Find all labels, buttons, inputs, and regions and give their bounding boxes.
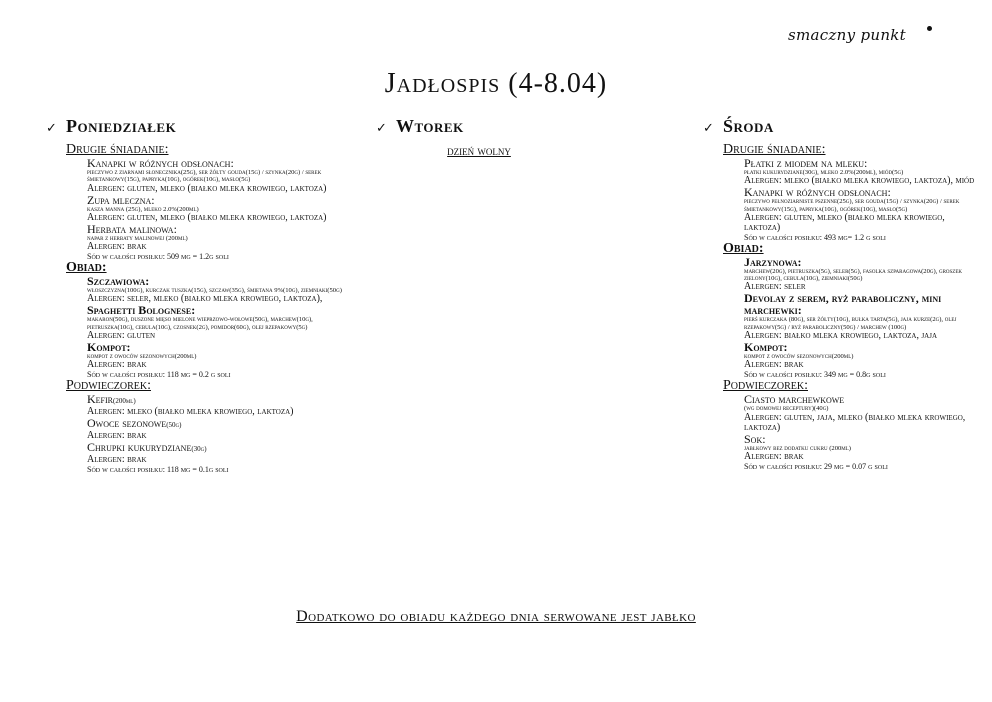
sodium-info: Sód w całości posiłku: 118 mg = 0.1g soli: [87, 465, 229, 475]
allergen: Alergen: brak: [744, 359, 804, 371]
allergen: Alergen: białko mleka krowiego, laktoza, jaja: [744, 330, 938, 342]
day-heading-monday: [46, 116, 346, 137]
allergen: Alergen: gluten, mleko (białko mleka krowiego, laktoza): [87, 182, 327, 194]
dish-name: Płatki z miodem na mleku:: [744, 156, 868, 170]
check-icon: ✓: [703, 120, 715, 135]
ingredients: kompot z owoców sezonowych(200ml): [744, 353, 854, 361]
dish-qty: (30g): [191, 445, 207, 454]
section-drugie-sniadanie: Drugie śniadanie:: [723, 142, 826, 157]
dish-qty: (50g): [166, 421, 182, 430]
dish-name: Szczawiowa:: [87, 274, 150, 289]
day-heading-wednesday: [703, 116, 983, 137]
day-name: Wtorek: [396, 116, 464, 136]
dish-name: [87, 393, 346, 407]
dish-name: Zupa mleczna:: [87, 192, 155, 207]
section-obiad: Obiad:: [66, 260, 107, 276]
dish-name: Kompot:: [87, 340, 131, 355]
day-off-note: dzień wolny: [447, 143, 511, 158]
ingredients: płatki kukurydziane(30g), mleko 2.0%(200ml), miód(5g): [744, 169, 904, 176]
sodium-info: Sód w całości posiłku: 509 mg = 1.2g soli: [87, 252, 229, 262]
dish-title: Owoce sezonowe: [87, 416, 167, 431]
ingredients: pierś kurczaka (80g), ser żółty(10g), bułka tarta(5g), jaja kurze(2g), olej rzepakowy(5g) / ryż paraboliczny(50g) / marchew (100g): [744, 316, 957, 331]
dish-name: Kanapki w różnych odsłonach:: [744, 185, 891, 200]
ingredients: pieczywo z ziarnami słonecznika(25g), ser żółty gouda(15g) / szynka(20g) / serek śmietankowy(15g), papryka(10g), ogórek(10g), masło(5g): [87, 169, 322, 184]
section-obiad: Obiad:: [723, 240, 764, 256]
allergen: Alergen: seler: [744, 281, 806, 293]
column-wednesday: [703, 116, 983, 471]
allergen: Alergen: mleko (białko mleka krowiego, laktoza): [87, 406, 294, 418]
dish-name: Herbata malinowa:: [87, 221, 177, 236]
allergen: Alergen: gluten, mleko (białko mleka krowiego, laktoza): [744, 211, 945, 233]
check-icon: ✓: [46, 120, 58, 135]
allergen: Alergen: brak: [87, 454, 147, 466]
ingredients: kasza manna (25g), mleko 2.0%(200ml): [87, 205, 199, 213]
ingredients: pieczywo pełnoziarniste pszenne(25g), ser gouda(15g) / szynka(20g) / serek śmietankowy(15g), papryka(10g), ogórek(10g), masło(5g): [744, 198, 960, 213]
allergen: Alergen: brak: [87, 359, 147, 371]
page-title: Jadłospis (4-8.04): [384, 68, 608, 99]
section-podwieczorek: Podwieczorek:: [723, 378, 808, 394]
ingredients: (wg domowej receptury)(40g): [744, 405, 829, 413]
day-name: Środa: [723, 116, 774, 136]
day-heading-tuesday: [376, 116, 676, 137]
ingredients: jabłkowy bez dodatku cukru (200ml): [744, 444, 851, 452]
dish-qty: (200ml): [113, 397, 136, 406]
dish-name: Devolay z serem, ryż paraboliczny, mini marchewki:: [744, 291, 942, 318]
allergen: Alergen: brak: [87, 430, 147, 442]
footer-note: Dodatkowo do obiadu każdego dnia serwowane jest jabłko: [296, 608, 696, 625]
ingredients: makaron(50g), duszone mięso mielone wieprzowo-wołowe(50g), marchew(10g), pietruszka(10g), cebula(10g), czosnek(2g), pomidor(60g), olej rzepakowy(5g): [87, 316, 313, 331]
allergen: Alergen: gluten, mleko (białko mleka krowiego, laktoza): [87, 211, 327, 223]
ingredients: marchew(20g), pietruszka(5g), seler(5g), fasolka szparagowa(20g), groszek zielony(10g), cebula(10g), ziemniaki(50g): [744, 267, 963, 283]
ingredients: kompot z owoców sezonowych(200ml): [87, 353, 197, 361]
dish-name: [87, 441, 346, 455]
day-name: Poniedziałek: [66, 116, 177, 136]
section-podwieczorek: Podwieczorek:: [66, 378, 151, 394]
dish-title: Chrupki kukurydziane: [87, 440, 192, 455]
sodium-info: Sód w całości posiłku: 29 mg = 0.07 g soli: [744, 461, 888, 471]
sodium-info: Sód w całości posiłku: 349 mg = 0.8g soli: [744, 370, 886, 380]
column-tuesday: [376, 116, 676, 159]
allergen: Alergen: seler, mleko (białko mleka krowiego, laktoza),: [87, 293, 323, 305]
column-monday: [46, 116, 346, 474]
ingredients: włoszczyzna(100g), kurczak tuszka(15g), szczaw(35g), śmietana 9%(10g), ziemniaki(50g): [87, 287, 342, 295]
dish-name: Sok:: [744, 431, 766, 446]
dish-title: Kefir: [87, 392, 114, 407]
dish-name: Kanapki w różnych odsłonach:: [87, 156, 234, 170]
dish-name: Kompot:: [744, 340, 788, 355]
ingredients: napar z herbaty malinowej (200ml): [87, 234, 188, 242]
logo: smaczny punkt: [788, 26, 907, 44]
allergen: Alergen: brak: [744, 450, 804, 462]
allergen: Alergen: mleko (białko mleka krowiego, laktoza), miód: [744, 175, 975, 187]
allergen: Alergen: gluten: [87, 330, 156, 342]
allergen: Alergen: brak: [87, 241, 147, 253]
sodium-info: Sód w całości posiłku: 118 mg = 0.2 g soli: [87, 370, 231, 380]
sodium-info: Sód w całości posiłku: 493 mg= 1.2 g soli: [744, 232, 886, 242]
dish-name: [87, 417, 346, 431]
dish-name: Ciasto marchewkowe: [744, 392, 845, 407]
section-drugie-sniadanie: Drugie śniadanie:: [66, 142, 169, 157]
dish-name: Spaghetti Bolognese:: [87, 303, 196, 318]
logo-dot: [927, 26, 932, 31]
dish-name: Jarzynowa:: [744, 254, 802, 269]
allergen: Alergen: gluten, jaja, mleko (białko mleka krowiego, laktoza): [744, 411, 966, 433]
check-icon: ✓: [376, 120, 388, 135]
